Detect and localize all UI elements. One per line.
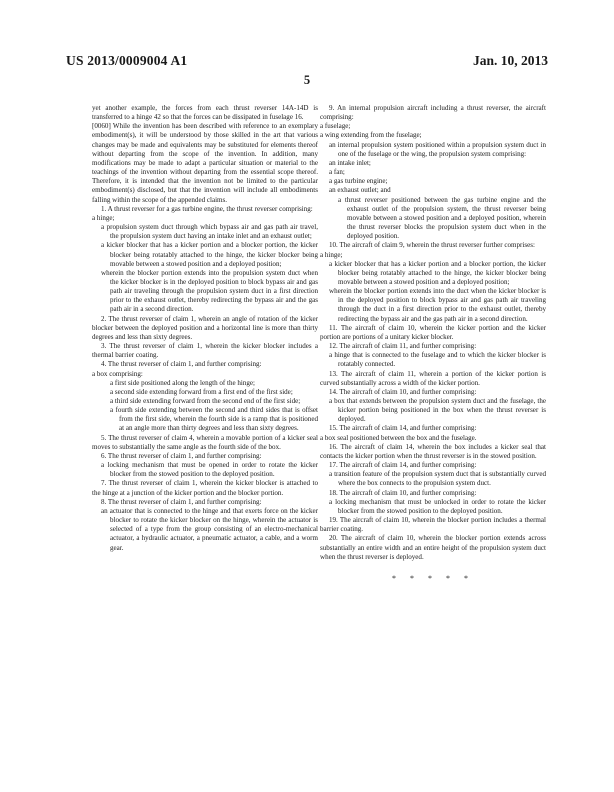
paragraph: 4. The thrust reverser of claim 1, and further comprising: <box>101 360 262 369</box>
end-mark: * * * * * <box>392 573 474 583</box>
paragraph: 8. The thrust reverser of claim 1, and further comprising: <box>101 497 262 506</box>
paragraph: 16. The aircraft of claim 14, wherein the box includes a kicker seal that contacts the kicker portion when the thrust reverser is in the stowed position. <box>320 442 546 460</box>
paragraph: 1. A thrust reverser for a gas turbine engine, the thrust reverser comprising: <box>101 204 313 213</box>
paragraph: 5. The thrust reverser of claim 4, wherein a movable portion of a kicker seal moves to substantially the same angle as the fourth side of the box. <box>92 433 318 451</box>
paragraph: a kicker blocker that has a kicker portion and a blocker portion, the kicker blocker being rotatably attached to the hinge, the kicker blocker being movable between a stowed position and a deployed position; <box>101 241 318 268</box>
paragraph: wherein the blocker portion extends into the propulsion system duct when the kicker blocker is in the deployed position to block bypass air and gas path air traveling through the propulsion system duct in a first direction prior to the exhaust outlet, thereby redirecting the bypass air and the gas path air in a second direction. <box>101 268 318 314</box>
paragraph: a fan; <box>329 168 345 177</box>
left-column <box>92 104 318 553</box>
paragraph: a box that extends between the propulsion system duct and the fuselage, the kicker portion being positioned in the box when the thrust reverser is deployed. <box>329 397 546 424</box>
paragraph: 11. The aircraft of claim 10, wherein the kicker portion and the kicker portion are portions of a unitary kicker blocker. <box>320 323 546 341</box>
paragraph: a second side extending forward from a first end of the first side; <box>110 387 293 396</box>
paragraph: 2. The thrust reverser of claim 1, wherein an angle of rotation of the kicker blocker between the deployed position and a horizontal line is more than thirty degrees and less than sixty degrees. <box>92 314 318 341</box>
paragraph: an intake inlet; <box>329 158 371 167</box>
paragraph: a fourth side extending between the second and third sides that is offset from the first side, wherein the fourth side is a ramp that is positioned at an angle more than thirty degrees and less than sixty degrees. <box>110 406 318 433</box>
paragraph: a hinge; <box>92 213 115 222</box>
paragraph: a hinge that is connected to the fuselage and to which the kicker blocker is rotatably connected. <box>329 351 546 369</box>
publication-date: Jan. 10, 2013 <box>472 53 548 68</box>
paragraph: 9. An internal propulsion aircraft including a thrust reverser, the aircraft comprising: <box>320 104 546 122</box>
paragraph: a box comprising: <box>92 369 143 378</box>
paragraph: 3. The thrust reverser of claim 1, wherein the kicker blocker includes a thermal barrier coating. <box>92 342 318 360</box>
paragraph: a wing extending from the fuselage; <box>320 131 422 140</box>
paragraph: a thrust reverser positioned between the gas turbine engine and the exhaust outlet of the propulsion system, the thrust reverser being movable between a stowed position and a deployed position, wherein the thrust reverser blocks the propulsion system duct when in the deployed position. <box>338 195 546 241</box>
paragraph: 18. The aircraft of claim 10, and further comprising: <box>329 488 477 497</box>
paragraph: a locking mechanism that must be unlocked in order to rotate the kicker blocker from the stowed position to the deployed position. <box>329 497 546 515</box>
paragraph: a box seal positioned between the box and the fuselage. <box>320 433 477 442</box>
paragraph: 10. The aircraft of claim 9, wherein the thrust reverser further comprises: <box>329 241 535 250</box>
paragraph: 15. The aircraft of claim 14, and further comprising: <box>329 424 477 433</box>
paragraph: an internal propulsion system positioned within a propulsion system duct in one of the fuselage or the wing, the propulsion system comprising: <box>329 140 546 158</box>
paragraph: 14. The aircraft of claim 10, and further comprising: <box>329 387 477 396</box>
paragraph: a transition feature of the propulsion system duct that is substantially curved where the box connects to the propulsion system duct. <box>329 470 546 488</box>
paragraph: 13. The aircraft of claim 11, wherein a portion of the kicker portion is curved substantially across a width of the kicker portion. <box>320 369 546 387</box>
publication-number: US 2013/0009004 A1 <box>66 53 188 68</box>
paragraph: 12. The aircraft of claim 11, and further comprising: <box>329 342 477 351</box>
paragraph: 20. The aircraft of claim 10, wherein the blocker portion extends across substantially an entire width and an entire height of the propulsion system duct when the thrust reverser is deployed. <box>320 534 546 561</box>
paragraph: a propulsion system duct through which bypass air and gas path air travel, the propulsion system duct having an intake inlet and an exhaust outlet; <box>101 223 318 241</box>
paragraph: a first side positioned along the length of the hinge; <box>110 378 256 387</box>
paragraph: wherein the blocker portion extends into the duct when the kicker blocker is in the deployed position to block bypass air and gas path air traveling through the duct in a first direction prior to the exhaust outlet, thereby redirecting the bypass air and the gas path air in a second direction. <box>329 287 546 323</box>
paragraph: 6. The thrust reverser of claim 1, and further comprising: <box>101 451 262 460</box>
right-column <box>320 104 546 583</box>
paragraph: [0060] While the invention has been described with reference to an exemplary embodiment(s), it will be understood by those skilled in the art that various changes may be made and equivalents may be substituted for elements thereof without departing from the scope of the invention. In addition, many modifications may be made to adapt a particular situation or material to the teachings of the invention without departing from the essential scope thereof. Therefore, it is intended that the invention not be limited to the particular embodiment(s) disclosed, but that the invention will include all embodiments falling within the scope of the appended claims. <box>92 122 318 204</box>
paragraph: 7. The thrust reverser of claim 1, wherein the kicker blocker is attached to the hinge at a junction of the kicker portion and the blocker portion. <box>92 479 318 497</box>
paragraph: a gas turbine engine; <box>329 177 388 186</box>
paragraph: a locking mechanism that must be opened in order to rotate the kicker blocker from the stowed position to the deployed position. <box>101 461 318 479</box>
paragraph: a third side extending forward from the second end of the first side; <box>110 397 301 405</box>
page-number: 5 <box>303 73 311 87</box>
paragraph: a kicker blocker that has a kicker portion and a blocker portion, the kicker blocker being rotatably attached to the hinge, the kicker blocker being movable between a stowed position and a deployed position; <box>329 259 546 286</box>
paragraph: an actuator that is connected to the hinge and that exerts force on the kicker blocker to rotate the kicker blocker on the hinge, wherein the actuator is selected of a type from the group consisting of an electro-mechanical actuator, a hydraulic actuator, a pneumatic actuator, a cable, and a worm gear. <box>101 506 318 552</box>
paragraph: a hinge; <box>320 250 343 259</box>
paragraph: yet another example, the forces from each thrust reverser 14A-14D is transferred to a hinge 42 so that the forces can be dissipated in fuselage 16. <box>92 104 318 122</box>
paragraph: a fuselage; <box>320 122 351 131</box>
paragraph: 19. The aircraft of claim 10, wherein the blocker portion includes a thermal barrier coating. <box>320 516 546 534</box>
paragraph: an exhaust outlet; and <box>329 186 391 195</box>
paragraph: 17. The aircraft of claim 14, and further comprising: <box>329 461 477 470</box>
